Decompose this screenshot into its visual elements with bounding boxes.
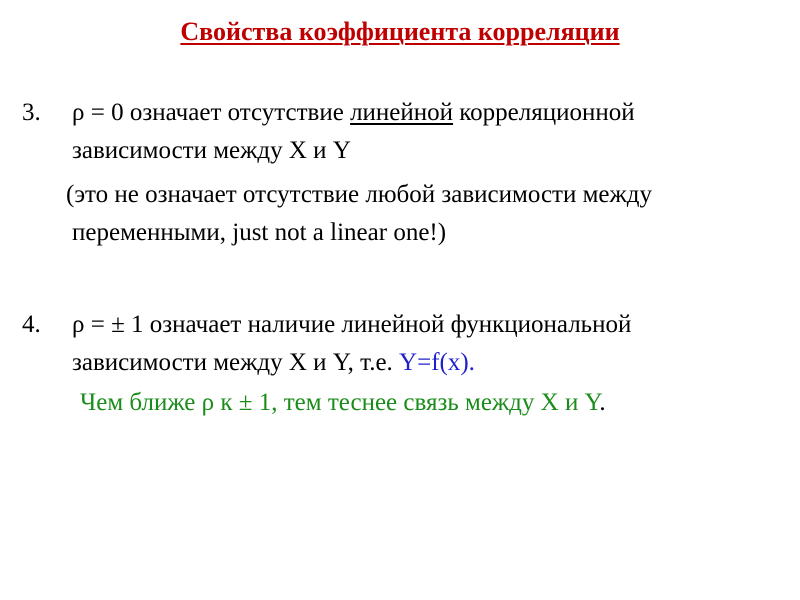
item-3-line-2: зависимости между X и Y — [72, 137, 351, 164]
item-4-text — [72, 306, 772, 382]
item-3-underlined-word: линейной — [350, 99, 454, 126]
item-4-line-2 — [72, 344, 772, 382]
item-4-number: 4. — [22, 311, 41, 338]
item-3-line-1 — [72, 94, 772, 132]
item-4-formula: Y=f(x). — [399, 349, 475, 376]
closer-line — [80, 384, 780, 422]
closer-period: . — [599, 389, 606, 416]
note-line-1: (это не означает отсутствие любой зависимости между — [66, 181, 652, 208]
closer-statement: Чем ближе ρ к ± 1, тем теснее связь между X и Y — [80, 389, 600, 416]
item-4-line-2-prefix: зависимости между X и Y, т.е. — [72, 349, 400, 376]
item-3-part-2: корреляционной — [453, 99, 635, 126]
closer-text — [80, 384, 780, 422]
item-3-part-1: ρ = 0 означает отсутствие — [72, 99, 351, 126]
item-3-number: 3. — [22, 99, 41, 126]
note-line-2: переменными, just not a linear one!) — [72, 219, 447, 246]
item-4-line-1: ρ = ± 1 означает наличие линейной функциональной — [72, 311, 632, 338]
slide-title: Свойства коэффициента корреляции — [180, 17, 620, 46]
note-text — [66, 176, 766, 252]
item-3-text — [72, 94, 772, 170]
